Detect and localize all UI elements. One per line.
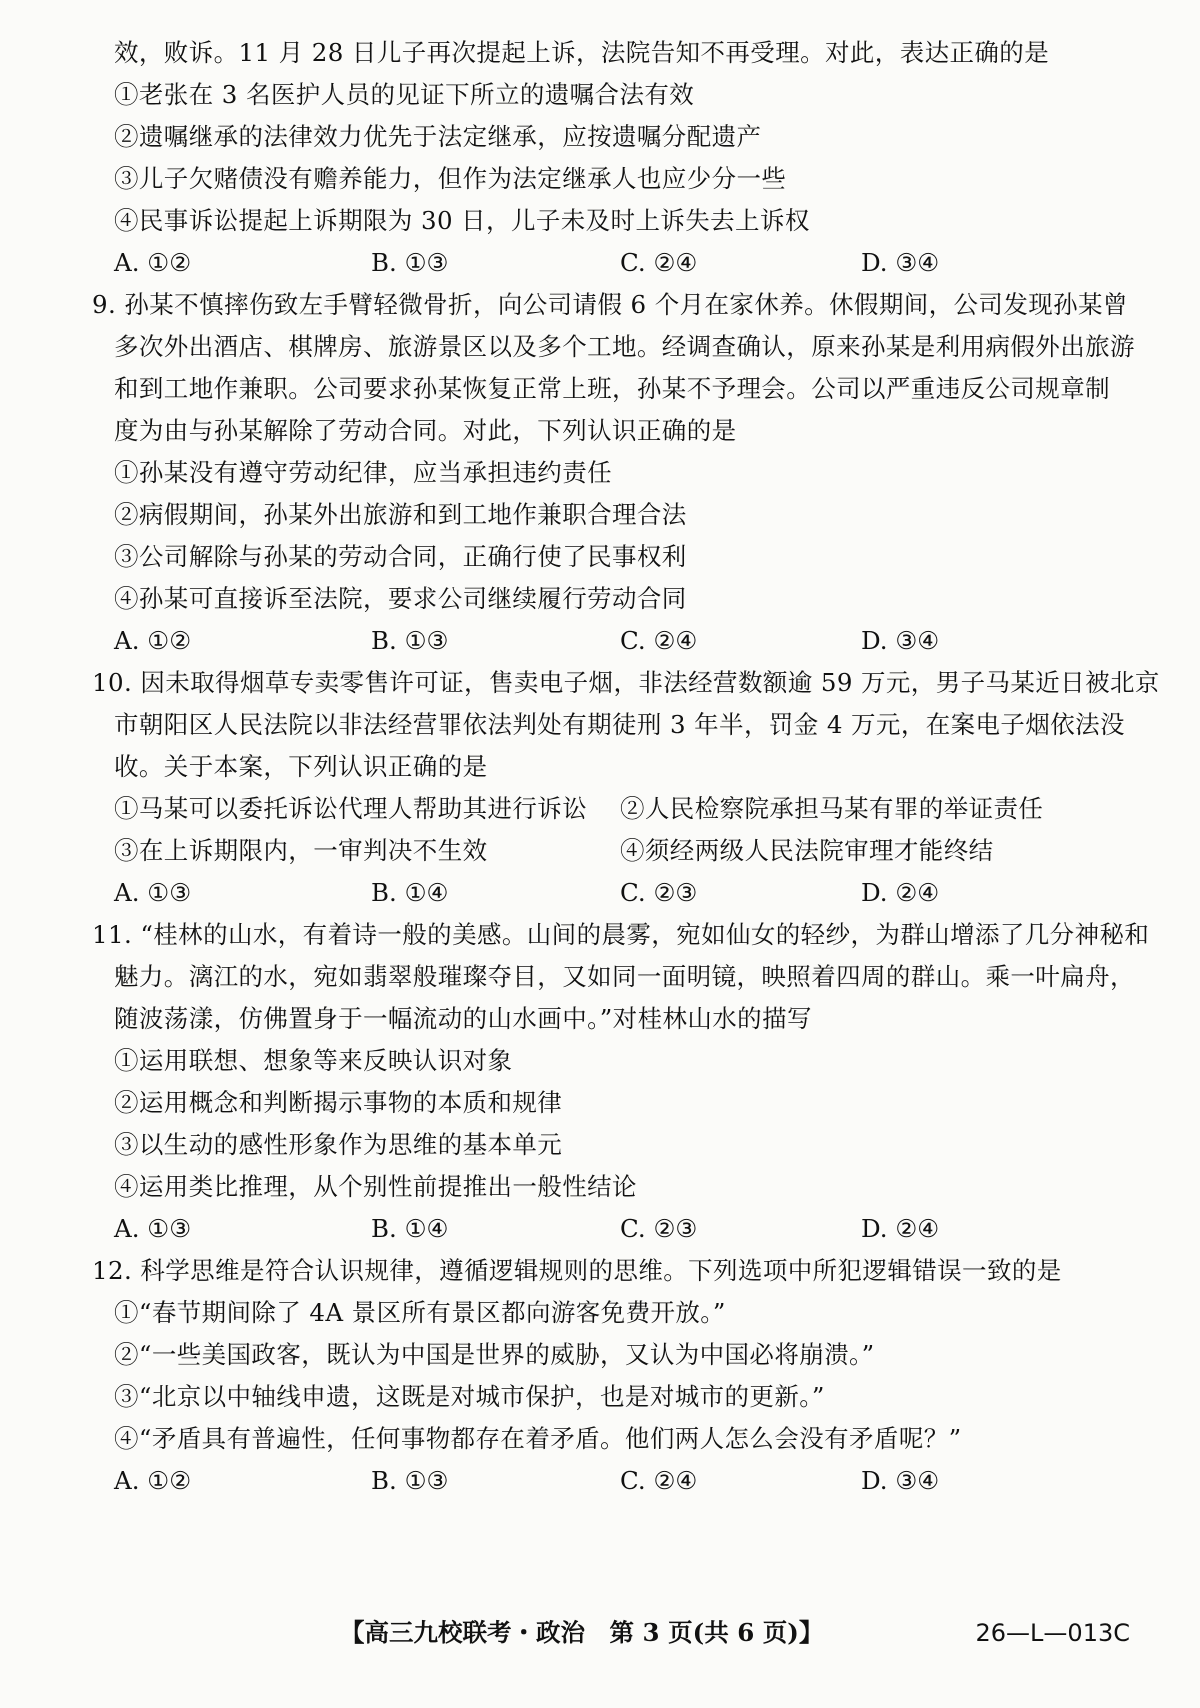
q8-stem-end: 效，败诉。11 月 28 日儿子再次提起上诉，法院告知不再受理。对此，表达正确的是 (114, 38, 1050, 67)
q12-option-a: A. ①② (114, 1466, 192, 1495)
q12-item-1: ①“春节期间除了 4A 景区所有景区都向游客免费开放。” (114, 1298, 726, 1327)
q10-option-a: A. ①③ (114, 878, 192, 907)
q9-options (114, 626, 1124, 656)
q8-item-4: ④民事诉讼提起上诉期限为 30 日，儿子未及时上诉失去上诉权 (114, 206, 810, 235)
q9-item-2: ②病假期间，孙某外出旅游和到工地作兼职合理合法 (114, 500, 687, 529)
q12-option-b: B. ①③ (371, 1466, 449, 1495)
q12-item-4: ④“矛盾具有普遍性，任何事物都存在着矛盾。他们两人怎么会没有矛盾呢？” (114, 1424, 962, 1453)
q11-stem-line-3: 随波荡漾，仿佛置身于一幅流动的山水画中。”对桂林山水的描写 (114, 1004, 812, 1033)
q11-item-4: ④运用类比推理，从个别性前提推出一般性结论 (114, 1172, 637, 1201)
q8-item-1: ①老张在 3 名医护人员的见证下所立的遗嘱合法有效 (114, 80, 695, 109)
q10-option-b: B. ①④ (371, 878, 449, 907)
q11-option-d: D. ②④ (861, 1214, 940, 1243)
q9-stem-line-1: 9. 孙某不慎摔伤致左手臂轻微骨折，向公司请假 6 个月在家休养。休假期间，公司发现孙某曾 (92, 290, 1128, 319)
q8-option-c: C. ②④ (620, 248, 698, 277)
q11-options (114, 1214, 1124, 1244)
q12-option-c: C. ②④ (620, 1466, 698, 1495)
q8-item-3: ③儿子欠赌债没有赡养能力，但作为法定继承人也应少分一些 (114, 164, 787, 193)
page-footer-code: 26—L—013C (975, 1619, 1130, 1647)
q12-option-d: D. ③④ (861, 1466, 940, 1495)
q10-stem-line-1: 10. 因未取得烟草专卖零售许可证，售卖电子烟，非法经营数额逾 59 万元，男子马某近日被北京 (92, 668, 1160, 697)
q8-item-2: ②遗嘱继承的法律效力优先于法定继承，应按遗嘱分配遗产 (114, 122, 762, 151)
q9-item-1: ①孙某没有遵守劳动纪律，应当承担违约责任 (114, 458, 612, 487)
q10-item-4: ④须经两级人民法院审理才能终结 (620, 836, 994, 865)
q10-stem-line-2: 市朝阳区人民法院以非法经营罪依法判处有期徒刑 3 年半，罚金 4 万元，在案电子烟依法没 (114, 710, 1125, 739)
q9-item-4: ④孙某可直接诉至法院，要求公司继续履行劳动合同 (114, 584, 687, 613)
q11-item-1: ①运用联想、想象等来反映认识对象 (114, 1046, 513, 1075)
q9-option-d: D. ③④ (861, 626, 940, 655)
q11-option-a: A. ①③ (114, 1214, 192, 1243)
q11-item-3: ③以生动的感性形象作为思维的基本单元 (114, 1130, 563, 1159)
q11-option-c: C. ②③ (620, 1214, 698, 1243)
q10-item-2: ②人民检察院承担马某有罪的举证责任 (620, 794, 1044, 823)
q10-option-d: D. ②④ (861, 878, 940, 907)
q12-options (114, 1466, 1124, 1496)
q12-stem-line-1: 12. 科学思维是符合认识规律，遵循逻辑规则的思维。下列选项中所犯逻辑错误一致的是 (92, 1256, 1062, 1285)
q10-item-3: ③在上诉期限内，一审判决不生效 (114, 836, 488, 865)
q9-item-3: ③公司解除与孙某的劳动合同，正确行使了民事权利 (114, 542, 687, 571)
q11-stem-line-1: 11. “桂林的山水，有着诗一般的美感。山间的晨雾，宛如仙女的轻纱，为群山增添了几分神秘和 (92, 920, 1150, 949)
q9-stem-line-2: 多次外出酒店、棋牌房、旅游景区以及多个工地。经调查确认，原来孙某是利用病假外出旅游 (114, 332, 1135, 361)
q9-option-c: C. ②④ (620, 626, 698, 655)
q9-option-a: A. ①② (114, 626, 192, 655)
q8-option-d: D. ③④ (861, 248, 940, 277)
q8-option-b: B. ①③ (371, 248, 449, 277)
q10-item-1: ①马某可以委托诉讼代理人帮助其进行诉讼 (114, 794, 588, 823)
q11-item-2: ②运用概念和判断揭示事物的本质和规律 (114, 1088, 563, 1117)
q8-option-a: A. ①② (114, 248, 192, 277)
q10-stem-line-3: 收。关于本案，下列认识正确的是 (114, 752, 488, 781)
q11-option-b: B. ①④ (371, 1214, 449, 1243)
q10-options (114, 878, 1124, 908)
q9-option-b: B. ①③ (371, 626, 449, 655)
q11-stem-line-2: 魅力。漓江的水，宛如翡翠般璀璨夺目，又如同一面明镜，映照着四周的群山。乘一叶扁舟， (114, 962, 1135, 991)
q8-options (114, 248, 1124, 278)
q10-option-c: C. ②③ (620, 878, 698, 907)
q9-stem-line-4: 度为由与孙某解除了劳动合同。对此，下列认识正确的是 (114, 416, 737, 445)
page-footer-title: 【高三九校联考・政治 第 3 页(共 6 页)】 (340, 1618, 824, 1647)
q12-item-2: ②“一些美国政客，既认为中国是世界的威胁，又认为中国必将崩溃。” (114, 1340, 875, 1369)
q12-item-3: ③“北京以中轴线申遗，这既是对城市保护，也是对城市的更新。” (114, 1382, 825, 1411)
q9-stem-line-3: 和到工地作兼职。公司要求孙某恢复正常上班，孙某不予理会。公司以严重违反公司规章制 (114, 374, 1110, 403)
